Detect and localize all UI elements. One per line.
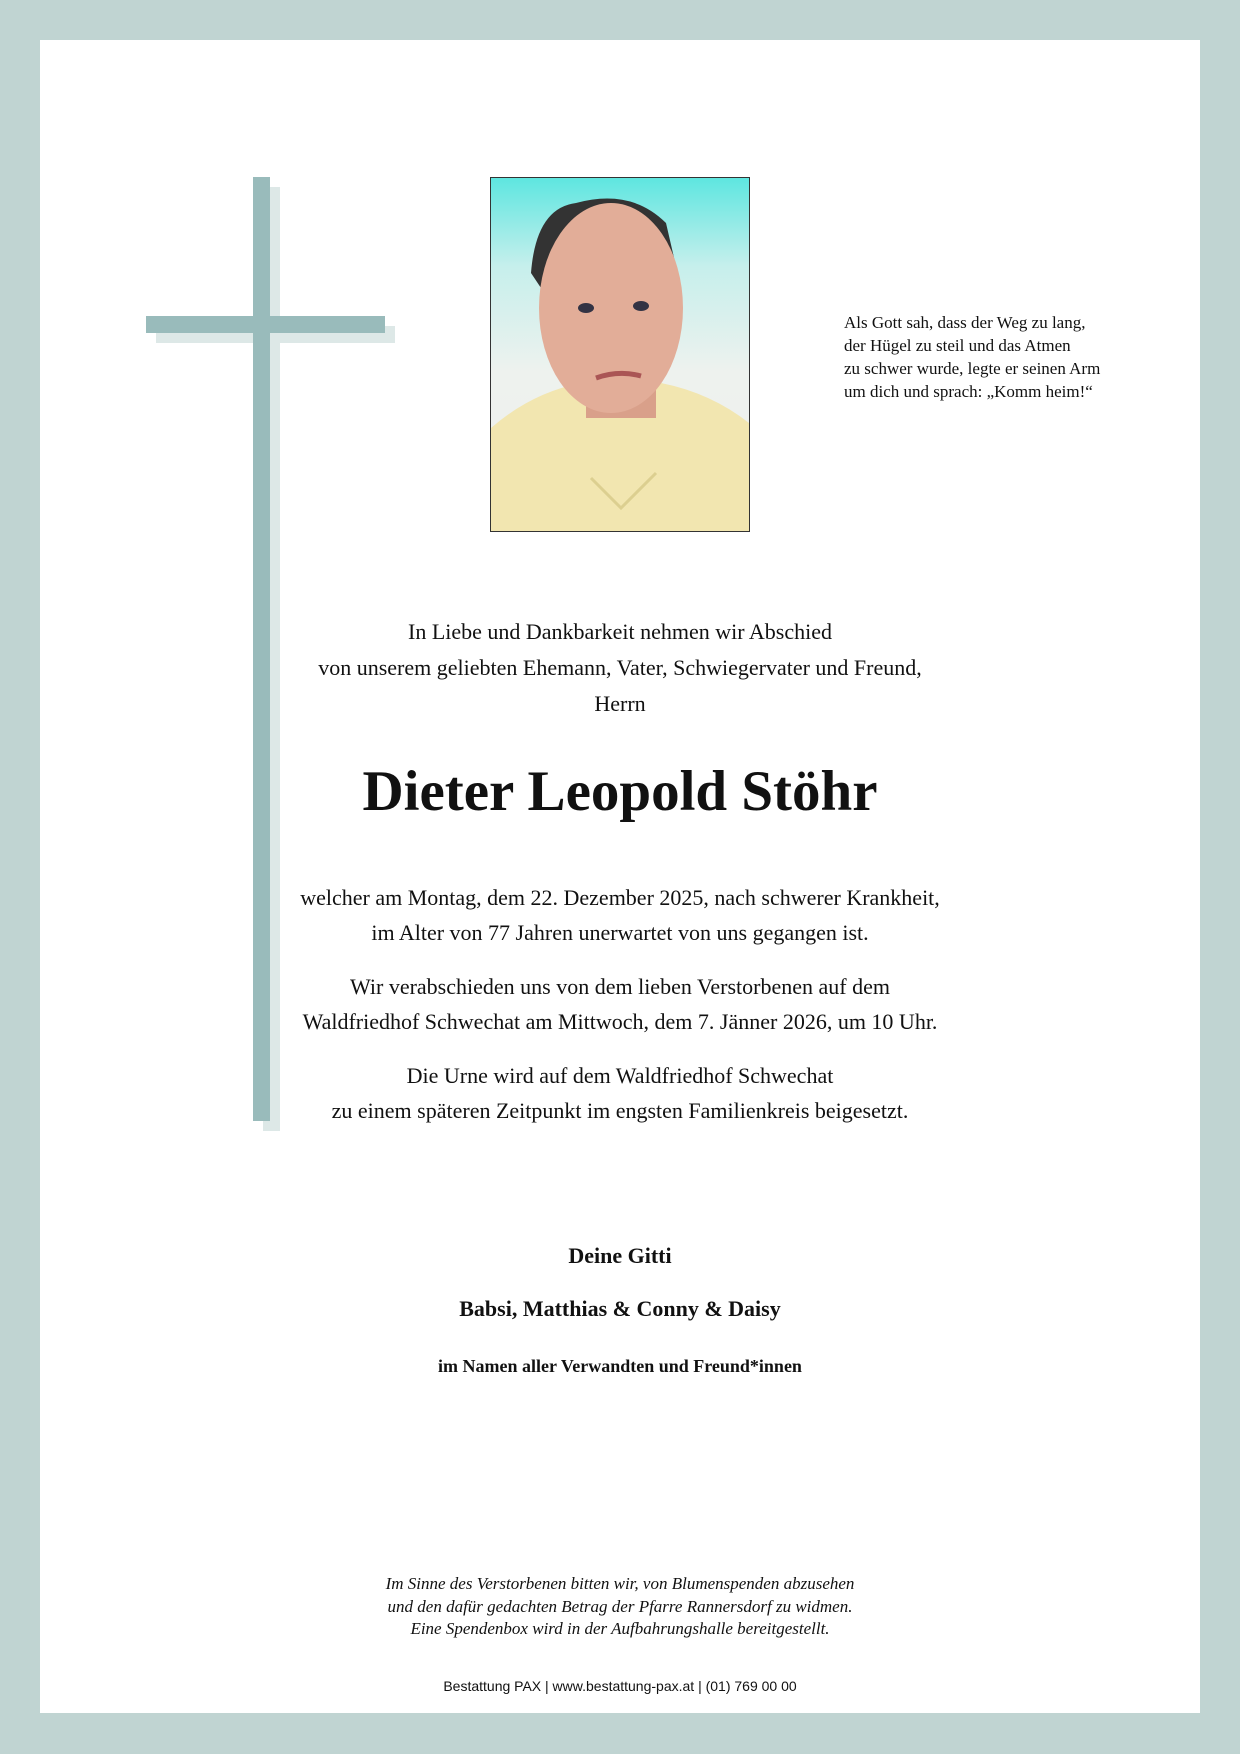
- cross-icon: [146, 316, 385, 333]
- deceased-name: Dieter Leopold Stöhr: [362, 760, 878, 823]
- death-notice: [0, 880, 1240, 950]
- poem-line: der Hügel zu steil und das Atmen: [844, 336, 1071, 355]
- paragraph-line: welcher am Montag, dem 22. Dezember 2025, nach schwerer Krankheit,: [300, 885, 940, 910]
- intro-line: Herrn: [594, 691, 646, 716]
- funeral-details: [0, 969, 1240, 1039]
- poem: [844, 311, 1100, 403]
- donation-line: Eine Spendenbox wird in der Aufbahrungshalle bereitgestellt.: [410, 1619, 830, 1638]
- intro-text: [0, 614, 1240, 722]
- poem-line: Als Gott sah, dass der Weg zu lang,: [844, 313, 1086, 332]
- urn-details: [0, 1058, 1240, 1128]
- donation-line: und den dafür gedachten Betrag der Pfarre Rannersdorf zu widmen.: [387, 1596, 853, 1616]
- poem-line: um dich und sprach: „Komm heim!“: [844, 382, 1093, 401]
- poem-line: zu schwer wurde, legte er seinen Arm: [844, 359, 1101, 378]
- donation-note: [0, 1573, 1240, 1641]
- donation-line: Im Sinne des Verstorbenen bitten wir, von Blumenspenden abzusehen: [385, 1574, 855, 1593]
- intro-line: von unserem geliebten Ehemann, Vater, Schwiegervater und Freund,: [318, 655, 922, 680]
- signature-spouse: Deine Gitti: [568, 1243, 672, 1268]
- paragraph-line: Die Urne wird auf dem Waldfriedhof Schwechat: [406, 1063, 834, 1088]
- funeral-home-footer: Bestattung PAX | www.bestattung-pax.at | (01) 769 00 00: [443, 1678, 797, 1694]
- signature-family: Babsi, Matthias & Conny & Daisy: [459, 1296, 781, 1321]
- intro-line: In Liebe und Dankbarkeit nehmen wir Abschied: [408, 619, 832, 644]
- signature-relatives: im Namen aller Verwandten und Freund*innen: [438, 1356, 802, 1376]
- paragraph-line: Wir verabschieden uns von dem lieben Verstorbenen auf dem: [350, 974, 890, 999]
- paragraph-line: im Alter von 77 Jahren unerwartet von uns gegangen ist.: [371, 920, 869, 945]
- paragraph-line: Waldfriedhof Schwechat am Mittwoch, dem 7. Jänner 2026, um 10 Uhr.: [302, 1009, 938, 1034]
- portrait-photo: [490, 177, 750, 532]
- paragraph-line: zu einem späteren Zeitpunkt im engsten Familienkreis beigesetzt.: [331, 1098, 909, 1123]
